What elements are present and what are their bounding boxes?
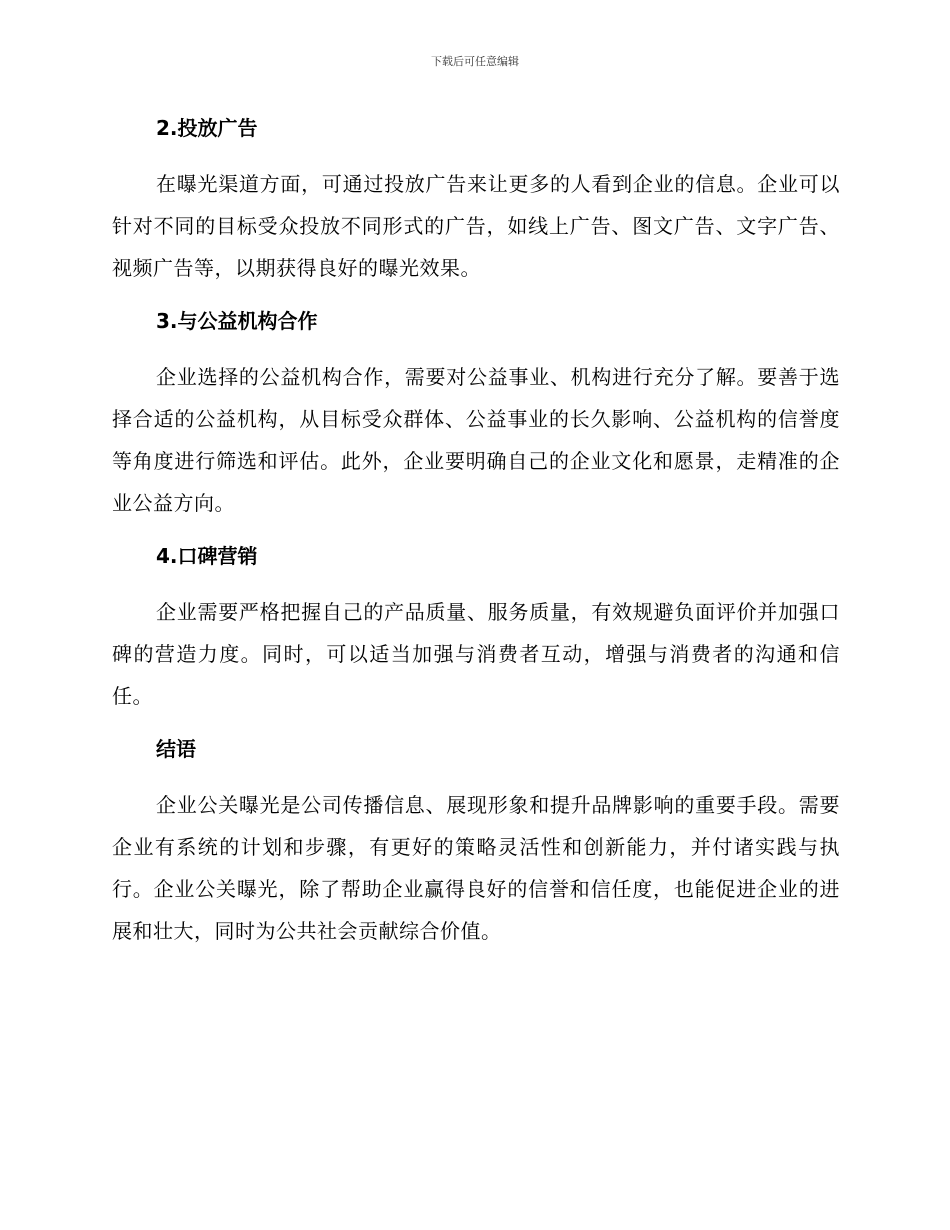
section-word-of-mouth (112, 536, 840, 729)
section-conclusion (112, 729, 840, 952)
section-paragraph: 在曝光渠道方面，可通过投放广告来让更多的人看到企业的信息。企业可以针对不同的目标受众投放不同形式的广告，如线上广告、图文广告、文字广告、视频广告等，以期获得良好的曝光效果。 (112, 172, 840, 280)
section-advertising (112, 108, 840, 301)
section-paragraph: 企业选择的公益机构合作，需要对公益事业、机构进行充分了解。要善于选择合适的公益机构，从目标受众群体、公益事业的长久影响、公益机构的信誉度等角度进行筛选和评估。此外，企业要明确自己的企业文化和愿景，走精准的企业公益方向。 (112, 365, 840, 515)
section-paragraph: 企业公关曝光是公司传播信息、展现形象和提升品牌影响的重要手段。需要企业有系统的计划和步骤，有更好的策略灵活性和创新能力，并付诸实践与执行。企业公关曝光，除了帮助企业赢得良好的信誉和信任度，也能促进企业的进展和壮大，同时为公共社会贡献综合价值。 (112, 793, 840, 943)
section-heading: 2.投放广告 (156, 116, 258, 140)
section-charity-cooperation (112, 301, 840, 536)
section-heading: 3.与公益机构合作 (156, 309, 318, 333)
document-content (112, 108, 840, 952)
section-heading: 4.口碑营销 (156, 544, 258, 568)
section-paragraph: 企业需要严格把握自己的产品质量、服务质量，有效规避负面评价并加强口碑的营造力度。同时，可以适当加强与消费者互动，增强与消费者的沟通和信任。 (112, 600, 840, 708)
header-note: 下载后可任意编辑 (431, 55, 519, 68)
section-heading: 结语 (156, 737, 196, 761)
